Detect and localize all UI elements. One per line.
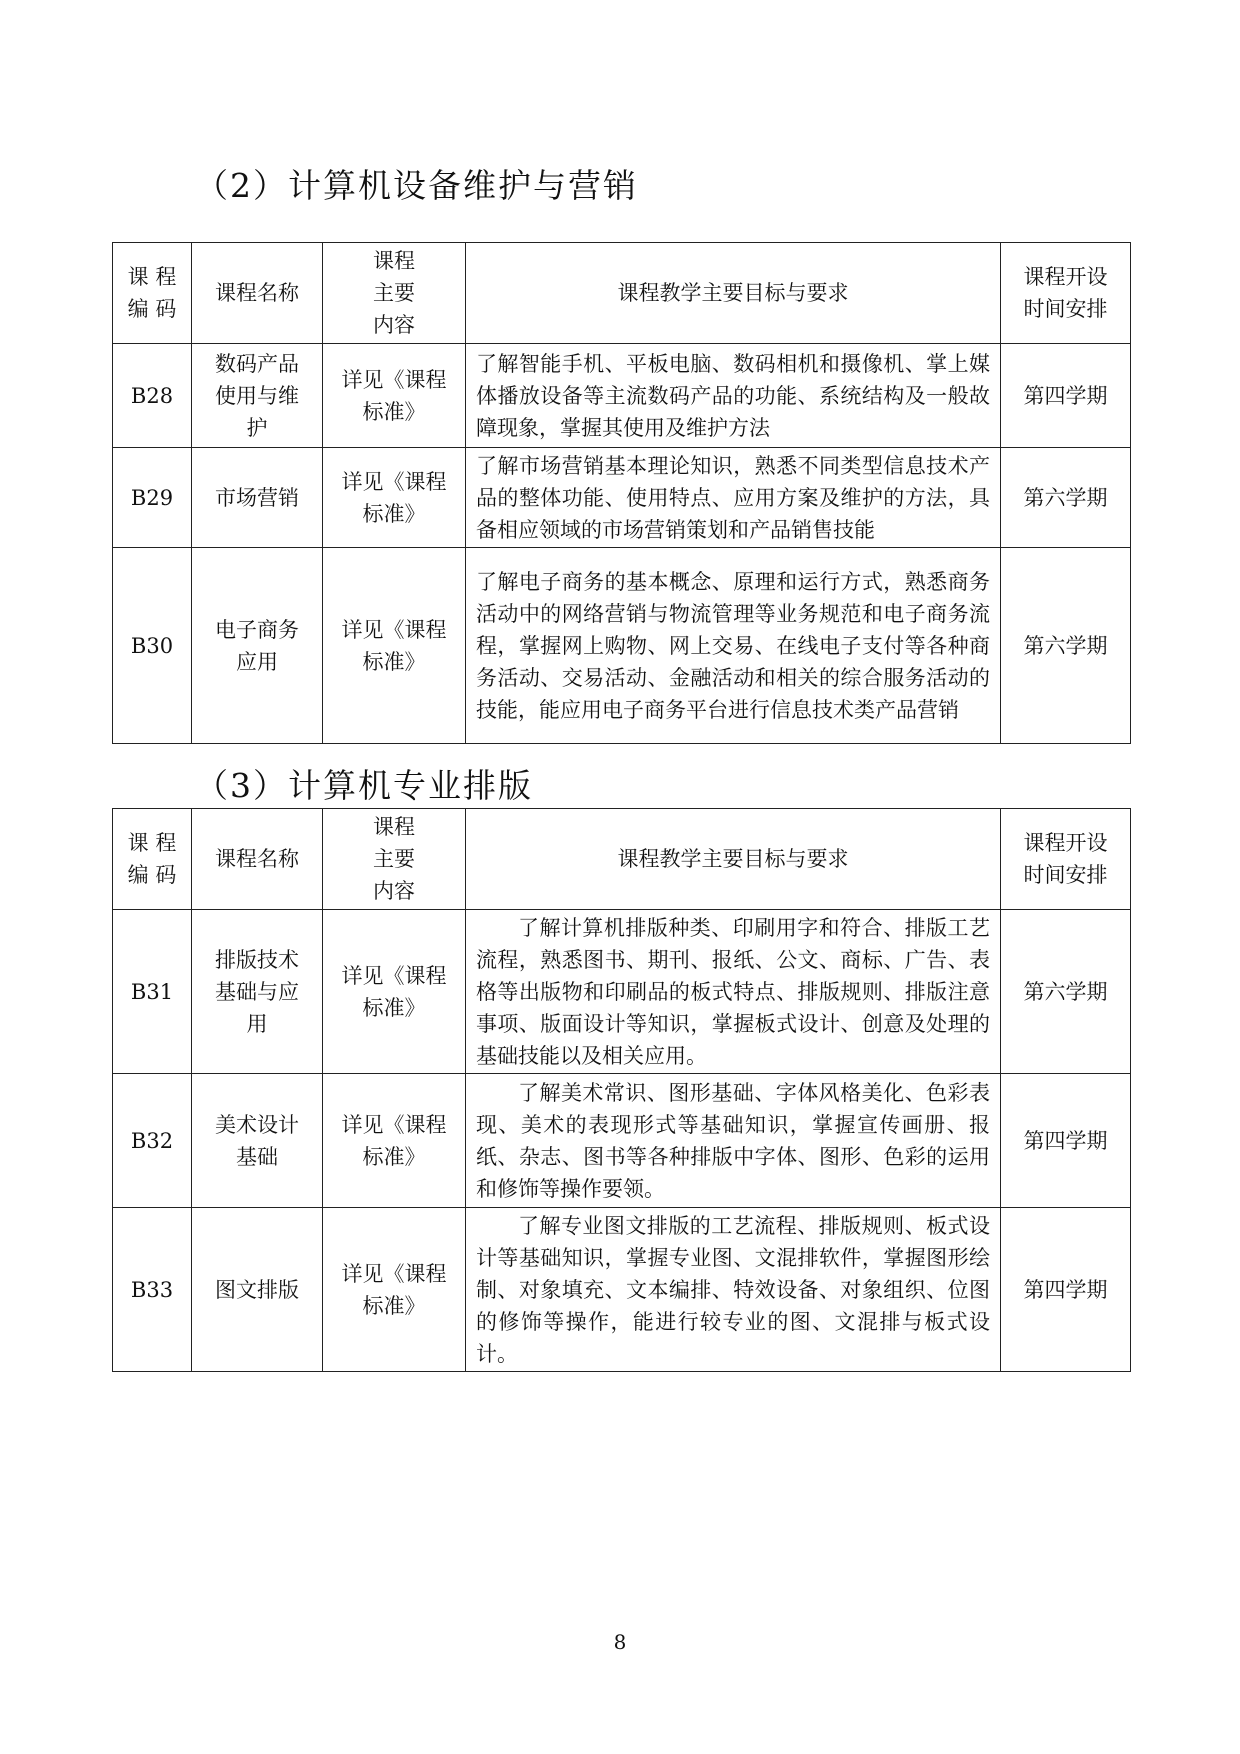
course-code: B33 bbox=[113, 1208, 192, 1372]
header-course-name: 课程名称 bbox=[192, 809, 323, 910]
course-code: B29 bbox=[113, 448, 192, 548]
header-course-code bbox=[113, 809, 192, 910]
header-course-code bbox=[113, 243, 192, 344]
header-course-name: 课程名称 bbox=[192, 243, 323, 344]
course-schedule: 第六学期 bbox=[1001, 910, 1131, 1074]
table-row bbox=[113, 548, 1131, 744]
header-course-content bbox=[323, 243, 466, 344]
course-schedule: 第四学期 bbox=[1001, 1074, 1131, 1208]
header-content-text: 课程 主要 内容 bbox=[373, 249, 415, 337]
table-row bbox=[113, 1208, 1131, 1372]
course-name: 电子商务 应用 bbox=[192, 548, 323, 744]
header-code-text: 课 程 编 码 bbox=[127, 265, 177, 321]
course-code: B32 bbox=[113, 1074, 192, 1208]
section-title-maintenance-marketing: （2）计算机设备维护与营销 bbox=[195, 166, 638, 205]
course-name: 美术设计 基础 bbox=[192, 1074, 323, 1208]
table-row bbox=[113, 344, 1131, 448]
course-name: 排版技术 基础与应 用 bbox=[192, 910, 323, 1074]
course-goals: 了解智能手机、平板电脑、数码相机和摄像机、掌上媒体播放设备等主流数码产品的功能、系统结构及一般故障现象，掌握其使用及维护方法 bbox=[466, 344, 1001, 448]
course-schedule: 第四学期 bbox=[1001, 344, 1131, 448]
header-course-goals: 课程教学主要目标与要求 bbox=[466, 243, 1001, 344]
header-code-text: 课 程 编 码 bbox=[127, 831, 177, 887]
header-schedule-text: 课程开设 时间安排 bbox=[1023, 831, 1108, 887]
header-course-content bbox=[323, 809, 466, 910]
table-row bbox=[113, 1074, 1131, 1208]
course-table-typesetting bbox=[112, 808, 1131, 1372]
course-table-maintenance-marketing bbox=[112, 242, 1131, 744]
header-content-text: 课程 主要 内容 bbox=[373, 815, 415, 903]
table-row bbox=[113, 910, 1131, 1074]
table-row bbox=[113, 448, 1131, 548]
course-content: 详见《课程 标准》 bbox=[323, 344, 466, 448]
course-goals: 了解专业图文排版的工艺流程、排版规则、板式设计等基础知识，掌握专业图、文混排软件，掌握图形绘制、对象填充、文本编排、特效设备、对象组织、位图的修饰等操作，能进行较专业的图、文混排与板式设计。 bbox=[466, 1208, 1001, 1372]
course-schedule: 第六学期 bbox=[1001, 448, 1131, 548]
course-content: 详见《课程 标准》 bbox=[323, 448, 466, 548]
header-course-schedule bbox=[1001, 243, 1131, 344]
course-schedule: 第四学期 bbox=[1001, 1208, 1131, 1372]
course-code: B31 bbox=[113, 910, 192, 1074]
course-goals: 了解电子商务的基本概念、原理和运行方式，熟悉商务活动中的网络营销与物流管理等业务规范和电子商务流程，掌握网上购物、网上交易、在线电子支付等各种商务活动、交易活动、金融活动和相关的综合服务活动的技能，能应用电子商务平台进行信息技术类产品营销 bbox=[466, 548, 1001, 744]
course-schedule: 第六学期 bbox=[1001, 548, 1131, 744]
course-goals: 了解市场营销基本理论知识，熟悉不同类型信息技术产品的整体功能、使用特点、应用方案及维护的方法，具备相应领域的市场营销策划和产品销售技能 bbox=[466, 448, 1001, 548]
course-name: 数码产品 使用与维 护 bbox=[192, 344, 323, 448]
course-goals: 了解美术常识、图形基础、字体风格美化、色彩表现、美术的表现形式等基础知识，掌握宣传画册、报纸、杂志、图书等各种排版中字体、图形、色彩的运用和修饰等操作要领。 bbox=[466, 1074, 1001, 1208]
table-header-row bbox=[113, 809, 1131, 910]
header-course-schedule bbox=[1001, 809, 1131, 910]
course-content: 详见《课程 标准》 bbox=[323, 1074, 466, 1208]
page-number: 8 bbox=[613, 1630, 627, 1654]
header-course-goals: 课程教学主要目标与要求 bbox=[466, 809, 1001, 910]
course-code: B30 bbox=[113, 548, 192, 744]
course-content: 详见《课程 标准》 bbox=[323, 910, 466, 1074]
section-title-typesetting: （3）计算机专业排版 bbox=[195, 766, 533, 805]
header-schedule-text: 课程开设 时间安排 bbox=[1023, 265, 1108, 321]
table-header-row bbox=[113, 243, 1131, 344]
course-goals: 了解计算机排版种类、印刷用字和符合、排版工艺流程，熟悉图书、期刊、报纸、公文、商标、广告、表格等出版物和印刷品的板式特点、排版规则、排版注意事项、版面设计等知识，掌握板式设计、创意及处理的基础技能以及相关应用。 bbox=[466, 910, 1001, 1074]
course-content: 详见《课程 标准》 bbox=[323, 1208, 466, 1372]
course-code: B28 bbox=[113, 344, 192, 448]
course-name: 市场营销 bbox=[192, 448, 323, 548]
course-name: 图文排版 bbox=[192, 1208, 323, 1372]
course-content: 详见《课程 标准》 bbox=[323, 548, 466, 744]
